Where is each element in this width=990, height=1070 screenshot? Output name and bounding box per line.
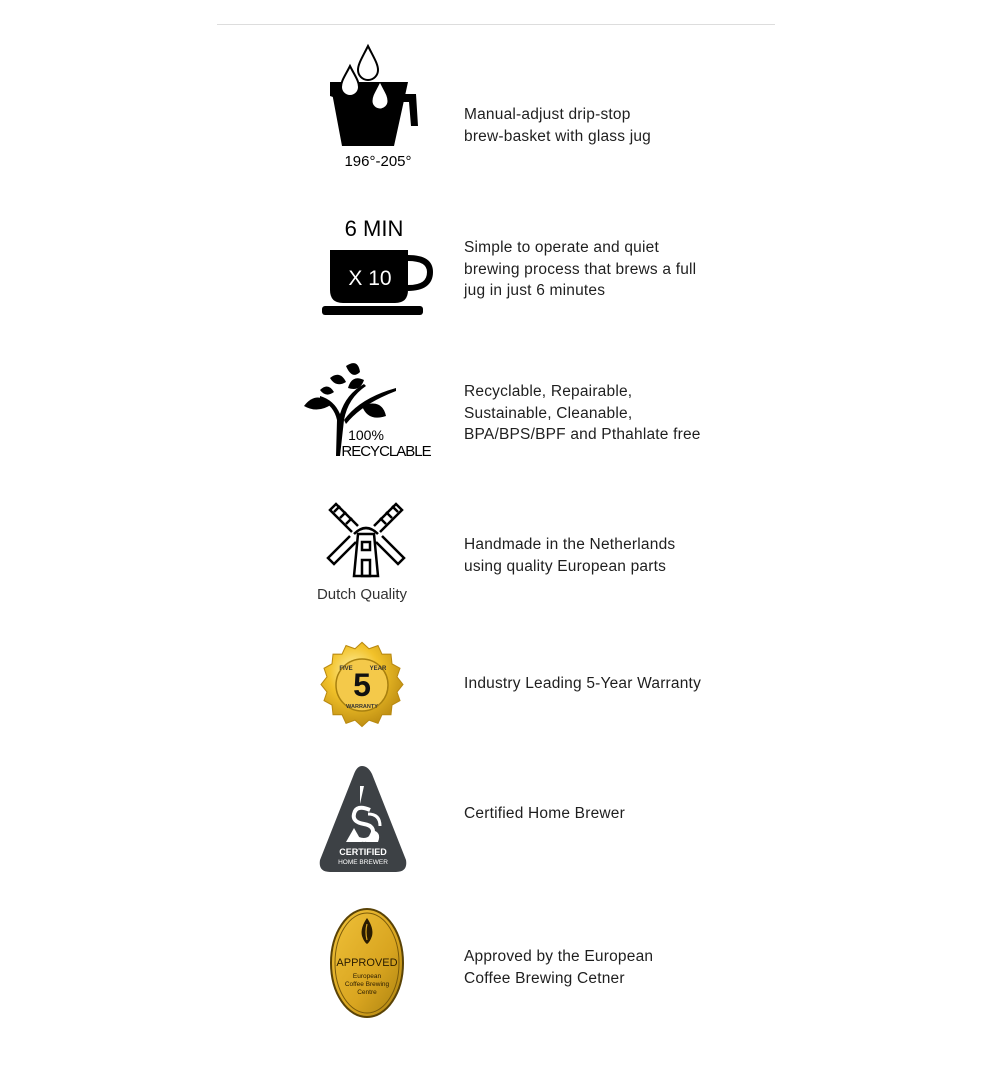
feature-line: Coffee Brewing Cetner <box>464 969 625 987</box>
feature-line: Manual-adjust drip-stop <box>464 106 631 123</box>
feature-text <box>464 946 744 989</box>
feature-text <box>464 803 744 825</box>
ecbc-approved-seal-icon <box>290 904 450 1026</box>
temperature-label: 196°-205° <box>344 153 412 170</box>
feature-dutch-quality <box>290 494 750 614</box>
warranty-seal-icon <box>290 630 450 740</box>
feature-text <box>464 381 744 446</box>
feature-text <box>464 104 744 147</box>
feature-line: BPA/BPS/BPF and Pthahlate free <box>464 426 701 443</box>
recyclable-percent-label: 100% <box>348 427 384 443</box>
coffee-cup-icon <box>290 195 450 335</box>
feature-line: Simple to operate and quiet <box>464 239 659 256</box>
feature-text <box>464 673 744 695</box>
feature-text <box>464 534 744 577</box>
cup-count-label: X 10 <box>348 267 392 290</box>
warranty-year-label: YEAR <box>369 666 387 672</box>
ecbc-coffee-brewing-label: Coffee Brewing <box>344 981 390 988</box>
warranty-five-label: FIVE <box>339 666 353 672</box>
feature-line: jug in just 6 minutes <box>464 282 606 299</box>
windmill-icon <box>290 494 450 614</box>
feature-recyclable <box>290 348 750 468</box>
ecbc-european-label: European <box>352 973 382 980</box>
ecbc-centre-label: Centre <box>357 989 377 996</box>
brew-time-label: 6 MIN <box>344 216 404 241</box>
recyclable-plant-icon <box>290 348 450 468</box>
feature-line: using quality European parts <box>464 557 667 575</box>
feature-line: Recyclable, Repairable, <box>464 383 633 400</box>
drip-stop-jug-icon <box>290 36 450 176</box>
feature-line: Handmade in the Netherlands <box>464 536 676 553</box>
feature-line: Certified Home Brewer <box>464 805 625 822</box>
feature-line: Industry Leading 5-Year Warranty <box>464 675 702 692</box>
feature-line: brewing process that brews a full <box>464 260 697 278</box>
feature-ecbc-approved <box>290 900 750 1030</box>
feature-warranty <box>290 630 750 740</box>
feature-brew-time <box>290 195 750 325</box>
sca-certified-label: CERTIFIED <box>339 847 387 857</box>
feature-sca-certified <box>290 760 750 880</box>
recyclable-word-label: RECYCLABLE <box>341 443 431 460</box>
feature-line: brew-basket with glass jug <box>464 127 651 145</box>
feature-drip-stop <box>290 30 750 180</box>
sca-home-brewer-label: HOME BREWER <box>338 859 388 866</box>
feature-line: Sustainable, Cleanable, <box>464 404 633 422</box>
warranty-number-label: 5 <box>353 667 371 703</box>
ecbc-approved-label: APPROVED <box>336 957 398 969</box>
top-divider <box>217 24 775 25</box>
sca-certified-badge-icon <box>290 760 450 880</box>
warranty-word-label: WARRANTY <box>346 704 378 710</box>
dutch-quality-label: Dutch Quality <box>316 586 408 603</box>
feature-text <box>464 237 744 302</box>
feature-line: Approved by the European <box>464 948 654 965</box>
